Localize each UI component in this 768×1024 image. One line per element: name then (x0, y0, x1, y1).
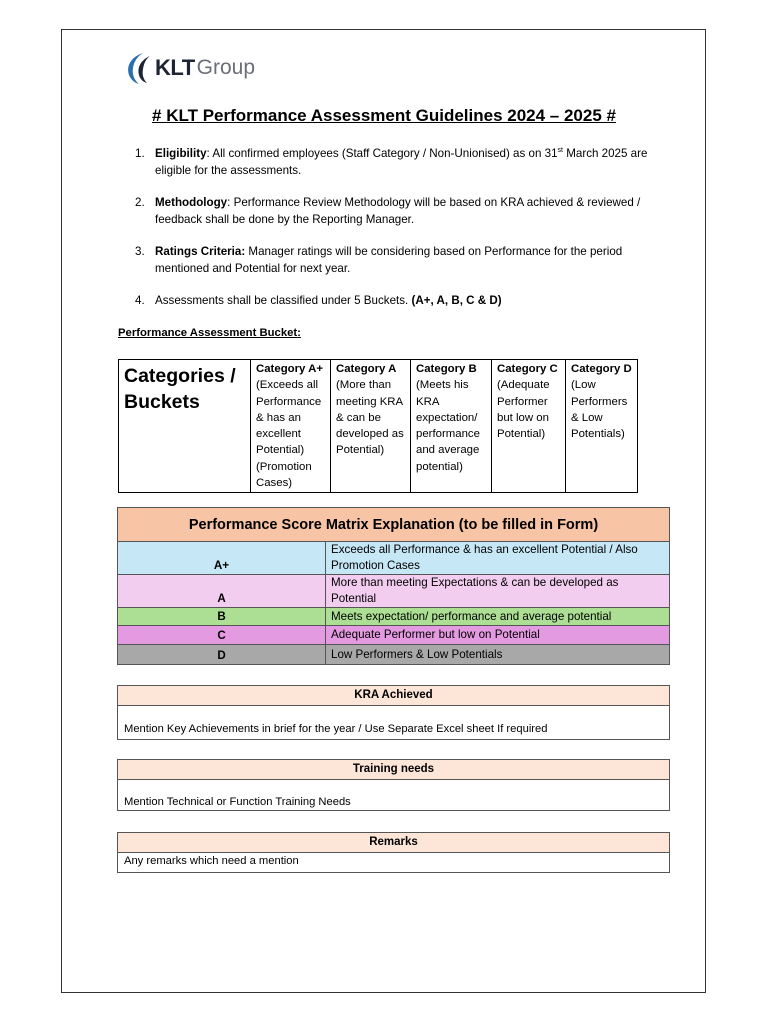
category-title: Category D (571, 363, 632, 375)
matrix-description: Adequate Performer but low on Potential (326, 626, 670, 645)
category-cell-a (331, 360, 411, 493)
category-desc: (Adequate Performer but low on Potential) (497, 379, 550, 441)
guideline-text: Assessments shall be classified under 5 Buckets. (155, 294, 412, 307)
category-title: Category A (336, 363, 397, 375)
matrix-title: Performance Score Matrix Explanation (to be filled in Form) (118, 508, 670, 542)
training-needs-heading: Training needs (118, 760, 669, 780)
logo-suffix-text: Group (196, 56, 256, 79)
klt-swoosh-icon (123, 51, 153, 85)
matrix-grade: A+ (118, 542, 326, 575)
guideline-number: 3. (135, 245, 145, 258)
guideline-label: Ratings Criteria: (155, 245, 246, 258)
guideline-text-continued: March 2025 are eligible for the assessments. (155, 147, 648, 177)
category-desc: (Exceeds all Performance & has an excellent Potential) (Promotion Cases) (256, 379, 322, 490)
matrix-description: Exceeds all Performance & has an excellent Potential / Also Promotion Cases (326, 542, 670, 575)
matrix-grade: B (118, 608, 326, 626)
matrix-description: Low Performers & Low Potentials (326, 645, 670, 665)
category-desc: (More than meeting KRA & can be developed as Potential) (336, 379, 404, 457)
remarks-box (117, 832, 670, 873)
buckets-row (119, 360, 638, 493)
guideline-number: 4. (135, 294, 145, 307)
kra-achieved-field[interactable]: Mention Key Achievements in brief for the year / Use Separate Excel sheet If required (124, 723, 548, 735)
matrix-description: More than meeting Expectations & can be developed as Potential (326, 575, 670, 608)
training-needs-field[interactable]: Mention Technical or Function Training Needs (124, 796, 351, 808)
guideline-text: : All confirmed employees (Staff Category / Non-Unionised) as on 31 (206, 147, 558, 160)
matrix-row (118, 608, 670, 626)
category-cell-a-plus (251, 360, 331, 493)
matrix-grade: D (118, 645, 326, 665)
matrix-row (118, 575, 670, 608)
guideline-label: Eligibility (155, 147, 207, 160)
category-title: Category B (416, 363, 477, 375)
score-matrix-table (117, 507, 670, 665)
guideline-number: 1. (135, 147, 145, 160)
remarks-field[interactable]: Any remarks which need a mention (124, 855, 299, 867)
remarks-heading: Remarks (118, 833, 669, 853)
matrix-row (118, 645, 670, 665)
kra-achieved-heading: KRA Achieved (118, 686, 669, 706)
matrix-grade: A (118, 575, 326, 608)
matrix-grade: C (118, 626, 326, 645)
category-cell-b (411, 360, 492, 493)
kra-achieved-box (117, 685, 670, 740)
category-title: Category C (497, 363, 558, 375)
buckets-table (118, 359, 638, 493)
guideline-text: : Performance Review Methodology will be based on KRA achieved & reviewed / feedback shall be done by the Reporting Manager. (155, 196, 641, 226)
guideline-text: Manager ratings will be considering based on Performance for the period mentioned and Potential for next year. (155, 245, 623, 275)
guideline-superscript: st (557, 147, 563, 155)
page-title: # KLT Performance Assessment Guidelines 2024 – 2025 # (152, 106, 616, 125)
guideline-bold-tail: (A+, A, B, C & D) (411, 294, 502, 307)
guideline-item (118, 244, 653, 277)
category-desc: (Meets his KRA expectation/ performance and average potential) (416, 379, 480, 473)
guideline-item (118, 146, 653, 179)
klt-group-logo (123, 51, 255, 85)
matrix-row (118, 542, 670, 575)
bucket-section-heading: Performance Assessment Bucket: (118, 327, 301, 339)
guideline-item (118, 293, 653, 310)
category-desc: (Low Performers & Low Potentials) (571, 379, 628, 441)
buckets-header-cell: Categories / Buckets (119, 360, 251, 493)
matrix-description: Meets expectation/ performance and average potential (326, 608, 670, 626)
matrix-header-row (118, 508, 670, 542)
guideline-label: Methodology (155, 196, 228, 209)
guideline-item (118, 195, 653, 228)
guideline-number: 2. (135, 196, 145, 209)
guidelines-list (118, 146, 653, 310)
category-cell-c (492, 360, 566, 493)
category-cell-d (566, 360, 638, 493)
training-needs-box (117, 759, 670, 811)
logo-brand-text: KLT (155, 55, 195, 80)
category-title: Category A+ (256, 363, 323, 375)
matrix-row (118, 626, 670, 645)
